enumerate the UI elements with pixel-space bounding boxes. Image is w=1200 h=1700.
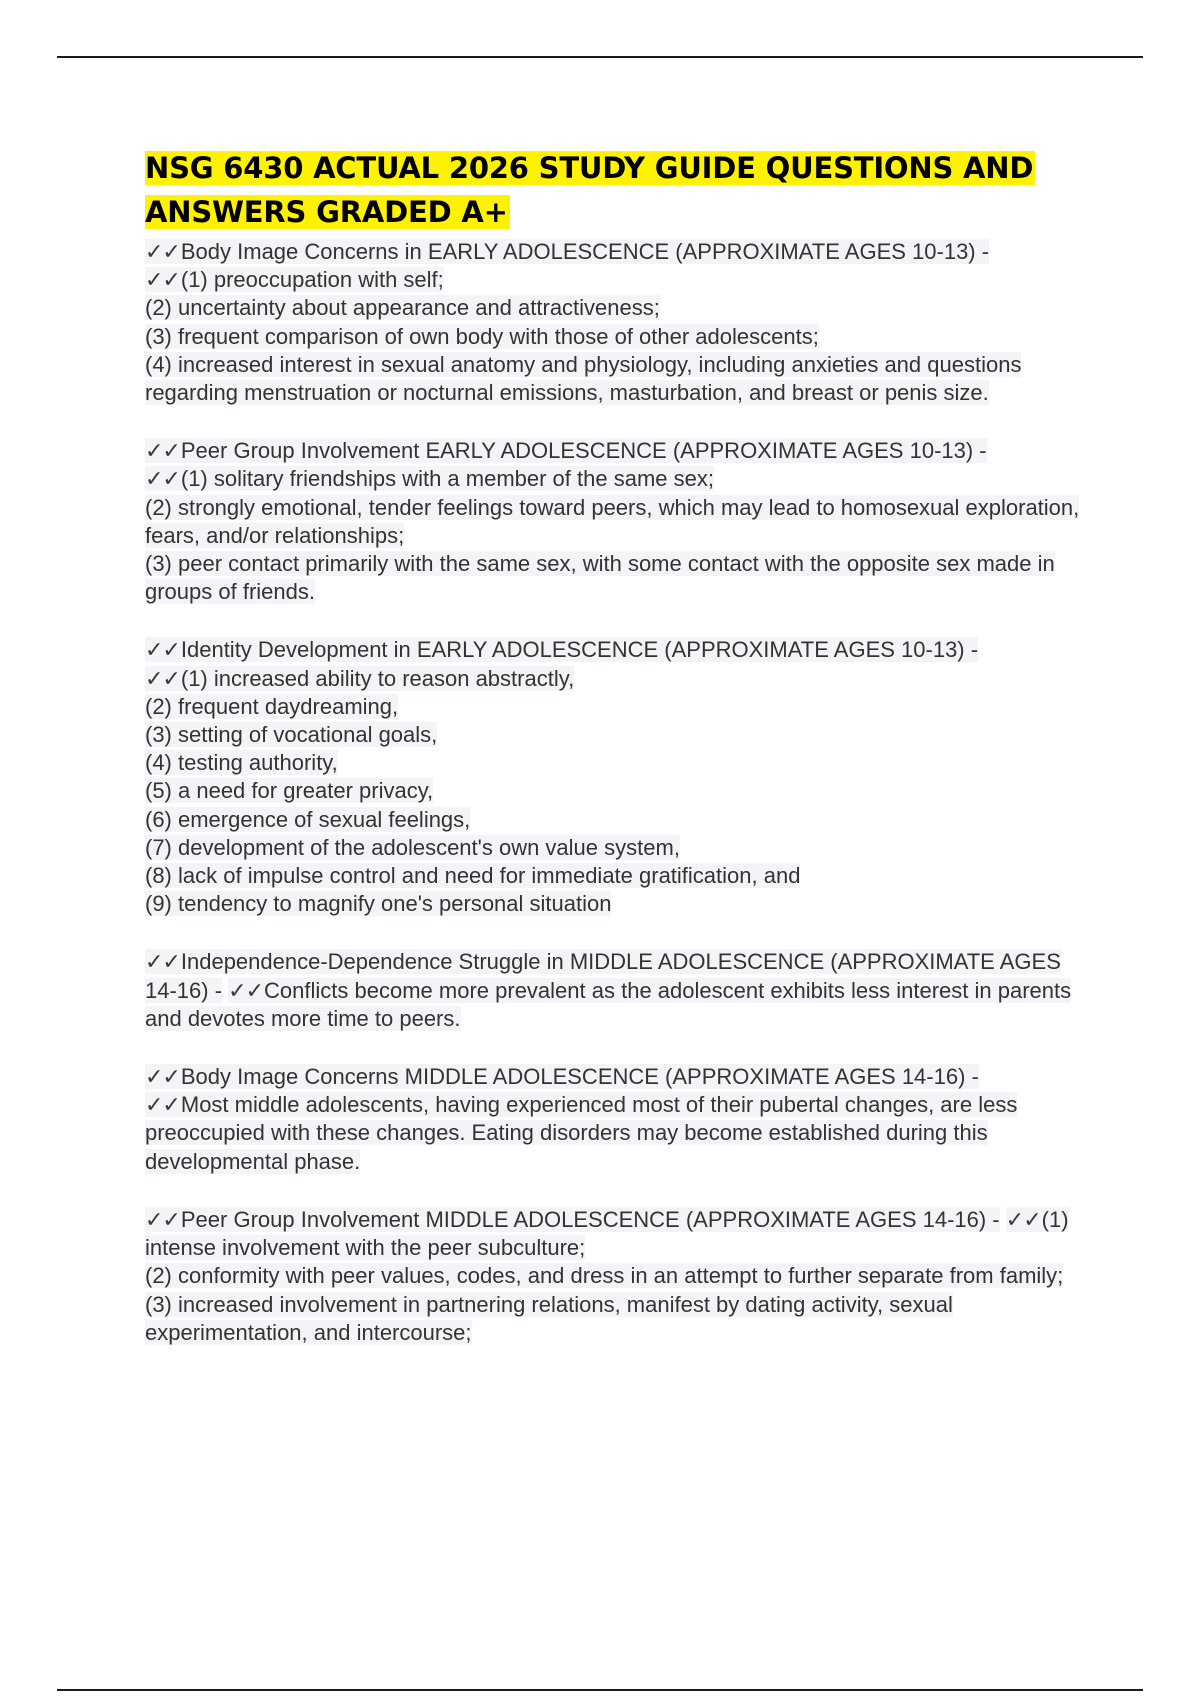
check-mark-icon: ✓✓ bbox=[145, 665, 180, 691]
qa-item bbox=[145, 437, 1085, 606]
qa-item bbox=[145, 238, 1085, 407]
answer-line: (2) frequent daydreaming, bbox=[145, 693, 399, 719]
answer-line: (3) increased involvement in partnering relations, manifest by dating activity, sexual experimentation, and intercourse; bbox=[145, 1291, 953, 1345]
answer-line: (5) a need for greater privacy, bbox=[145, 778, 434, 804]
answer-line: (7) development of the adolescent's own value system, bbox=[145, 834, 680, 860]
document-body bbox=[145, 146, 1085, 1377]
check-mark-icon: ✓✓ bbox=[145, 466, 180, 492]
document-title: NSG 6430 ACTUAL 2026 STUDY GUIDE QUESTIONS AND ANSWERS GRADED A+ bbox=[145, 151, 1034, 229]
question-text: ✓✓Identity Development in EARLY ADOLESCENCE (APPROXIMATE AGES 10-13) - bbox=[145, 637, 979, 663]
answer-text: ✓✓Most middle adolescents, having experienced most of their pubertal changes, are less preoccupied with these changes. Eating disorders may become established during this developmental phase. bbox=[145, 1092, 1018, 1174]
question-text: ✓✓Body Image Concerns in EARLY ADOLESCENCE (APPROXIMATE AGES 10-13) - bbox=[145, 239, 990, 264]
answer-line: (3) frequent comparison of own body with those of other adolescents; bbox=[145, 323, 819, 349]
check-mark-icon: ✓✓ bbox=[145, 239, 180, 264]
answer-line: (2) strongly emotional, tender feelings toward peers, which may lead to homosexual exploration, fears, and/or relationships; bbox=[145, 494, 1080, 548]
qa-item bbox=[145, 636, 1085, 918]
answer-text: ✓✓(1) intense involvement with the peer subculture; bbox=[145, 1206, 1069, 1261]
check-mark-icon: ✓✓ bbox=[145, 637, 180, 663]
check-mark-icon: ✓✓ bbox=[145, 1064, 180, 1090]
answer-line: (3) setting of vocational goals, bbox=[145, 722, 438, 748]
question-text: ✓✓Independence-Dependence Struggle in MIDDLE ADOLESCENCE (APPROXIMATE AGES 14-16) - bbox=[145, 949, 1061, 1003]
answer-line: (8) lack of impulse control and need for immediate gratification, and bbox=[145, 863, 801, 889]
check-mark-icon: ✓✓ bbox=[145, 1206, 180, 1232]
question-text: ✓✓Peer Group Involvement MIDDLE ADOLESCENCE (APPROXIMATE AGES 14-16) - bbox=[145, 1206, 1000, 1232]
qa-item bbox=[145, 1206, 1085, 1347]
answer-line: (2) conformity with peer values, codes, and dress in an attempt to further separate from family; bbox=[145, 1263, 1064, 1289]
check-mark-icon: ✓✓ bbox=[145, 949, 180, 975]
check-mark-icon: ✓✓ bbox=[145, 267, 180, 293]
answer-line: (2) uncertainty about appearance and attractiveness; bbox=[145, 295, 660, 321]
answer-text: ✓✓(1) increased ability to reason abstractly, bbox=[145, 665, 575, 691]
question-text: ✓✓Body Image Concerns MIDDLE ADOLESCENCE (APPROXIMATE AGES 14-16) - bbox=[145, 1064, 979, 1090]
answer-text: ✓✓(1) preoccupation with self; bbox=[145, 267, 444, 293]
header-rule bbox=[57, 56, 1143, 58]
footer-rule bbox=[57, 1689, 1143, 1691]
answer-text: ✓✓(1) solitary friendships with a member of the same sex; bbox=[145, 466, 714, 492]
check-mark-icon: ✓✓ bbox=[1005, 1206, 1041, 1232]
answer-line: (4) testing authority, bbox=[145, 750, 338, 776]
answer-text: ✓✓Conflicts become more prevalent as the adolescent exhibits less interest in parents and devotes more time to peers. bbox=[145, 977, 1072, 1031]
qa-item bbox=[145, 1063, 1085, 1176]
qa-item bbox=[145, 948, 1085, 1033]
answer-line: (9) tendency to magnify one's personal situation bbox=[145, 891, 612, 917]
answer-line: (6) emergence of sexual feelings, bbox=[145, 806, 471, 832]
question-text: ✓✓Peer Group Involvement EARLY ADOLESCENCE (APPROXIMATE AGES 10-13) - bbox=[145, 438, 987, 464]
check-mark-icon: ✓✓ bbox=[228, 977, 264, 1003]
answer-line: (3) peer contact primarily with the same sex, with some contact with the opposite sex made in groups of friends. bbox=[145, 551, 1055, 605]
check-mark-icon: ✓✓ bbox=[145, 1092, 180, 1118]
answer-line: (4) increased interest in sexual anatomy and physiology, including anxieties and questions regarding menstruation or nocturnal emissions, masturbation, and breast or penis size. bbox=[145, 351, 1022, 406]
check-mark-icon: ✓✓ bbox=[145, 438, 180, 464]
